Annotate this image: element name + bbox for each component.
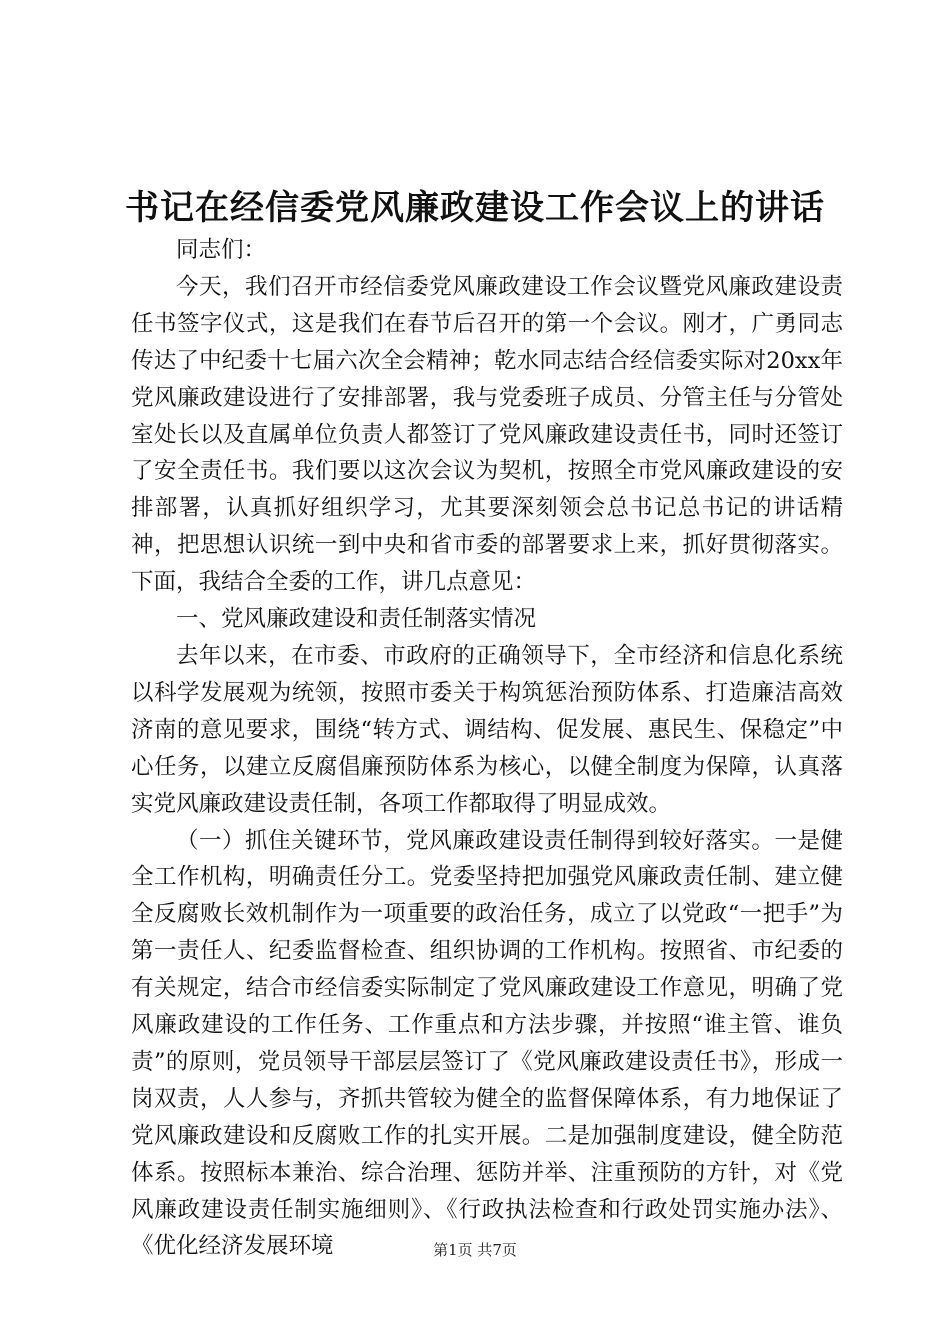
document-body <box>131 232 843 1265</box>
page-number-footer: 第1页 共7页 <box>433 1241 517 1259</box>
body-paragraph: （一）抓住关键环节，党风廉政建设责任制得到较好落实。一是健全工作机构，明确责任分工。党委坚持把加强党风廉政责任制、建立健全反腐败长效机制作为一项重要的政治任务，成立了以党政“一把手”为第一责任人、纪委监督检查、组织协调的工作机构。按照省、市纪委的有关规定，结合市经信委实际制定了党风廉政建设工作意见，明确了党风廉政建设的工作任务、工作重点和方法步骤，并按照“谁主管、谁负责”的原则，党员领导干部层层签订了《党风廉政建设责任书》，形成一岗双责，人人参与，齐抓共管较为健全的监督保障体系，有力地保证了党风廉政建设和反腐败工作的扎实开展。二是加强制度建设，健全防范体系。按照标本兼治、综合治理、惩防并举、注重预防的方针，对《党风廉政建设责任制实施细则》、《行政执法检查和行政处罚实施办法》、《优化经济发展环境 <box>131 827 843 1260</box>
document-title: 书记在经信委党风廉政建设工作会议上的讲话 <box>125 188 825 228</box>
section-heading: 一、党风廉政建设和责任制落实情况 <box>176 606 537 633</box>
salutation-paragraph: 同志们： <box>176 237 267 263</box>
intro-paragraph: 今天，我们召开市经信委党风廉政建设工作会议暨党风廉政建设责任书签字仪式，这是我们在春节后召开的第一个会议。刚才，广勇同志传达了中纪委十七届六次全会精神；乾水同志结合经信委实际对20xx年党风廉政建设进行了安排部署，我与党委班子成员、分管主任与分管处室处长以及直属单位负责人都签订了党风廉政建设责任书，同时还签订了安全责任书。我们要以这次会议为契机，按照全市党风廉政建设的安排部署，认真抓好组织学习，尤其要深刻领会总书记总书记的讲话精神，把思想认识统一到中央和省市委的部署要求上来，抓好贯彻落实。下面，我结合全委的工作，讲几点意见： <box>131 273 843 596</box>
body-paragraph: 去年以来，在市委、市政府的正确领导下，全市经济和信息化系统以科学发展观为统领，按照市委关于构筑惩治预防体系、打造廉洁高效济南的意见要求，围绕“转方式、调结构、促发展、惠民生、保稳定”中心任务，以建立反腐倡廉预防体系为核心，以健全制度为保障，认真落实党风廉政建设责任制，各项工作都取得了明显成效。 <box>131 642 843 817</box>
